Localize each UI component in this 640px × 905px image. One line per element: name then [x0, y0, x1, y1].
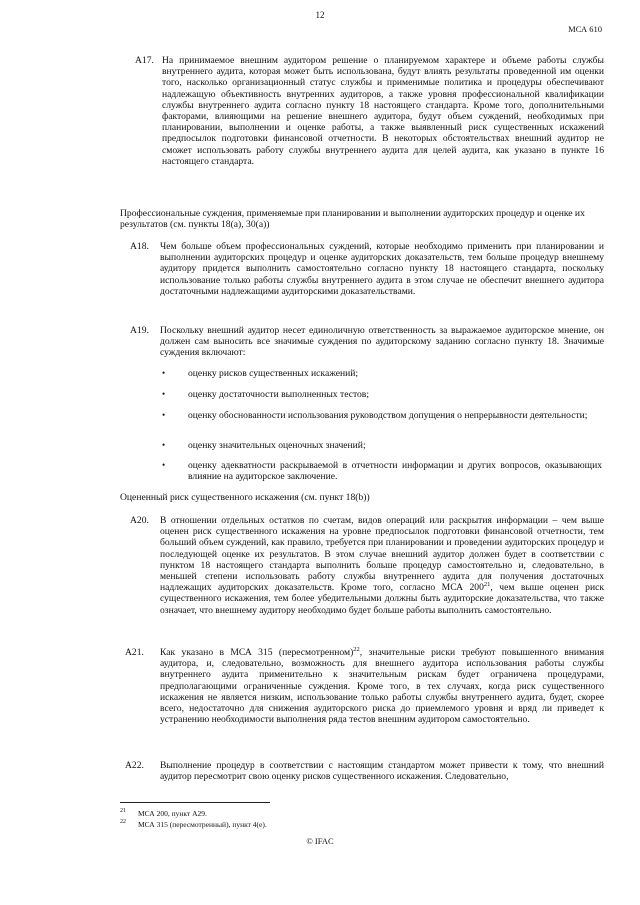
- footnote-number: 22: [120, 819, 126, 825]
- footnote-text: МСА 315 (пересмотренный), пункт 4(e).: [138, 820, 267, 829]
- bullet-icon: •: [162, 389, 166, 399]
- list-item: оценку значительных оценочных значений;: [188, 440, 366, 451]
- copyright-footer: © IFAC: [306, 836, 334, 846]
- list-item: оценку рисков существенных искажений;: [188, 368, 359, 379]
- section-heading-judgments: Профессиональные суждения, применяемые при планировании и выполнении аудиторских процедур и оценке их результатов (см. пункты 18(a), 30(a)): [120, 208, 585, 231]
- list-item: оценку адекватности раскрываемой в отчетности информации и других вопросов, оказывающих влияние на аудиторское заключение.: [188, 460, 602, 483]
- paragraph-label-a17: A17.: [135, 55, 154, 66]
- paragraph-a19: Поскольку внешний аудитор несет единоличную ответственность за выражаемое аудиторское мнение, он должен сам выносить все значимые суждения по аудиторскому заданию согласно пункту 18. Значимые суждения включают:: [160, 325, 604, 359]
- paragraph-a17: На принимаемое внешним аудитором решение о планируемом характере и объеме работы службы внутреннего аудита, которая может быть использована, будут влиять результаты проведенной им оценки того, насколько организационный статус службы и применимые политика и процедуры обеспечивают надлежащую объективность внутренних аудиторов, а также уровня профессиональной квалификации службы внутреннего аудита согласно пункту 18 настоящего стандарта. Кроме того, дополнительными факторами, влияющими на решение внешнего аудитора, будут объем суждений, необходимых при планировании, выполнении и оценке работы, а также выявленный риск существенных искажений предпосылок подготовки финансовой отчетности. В некоторых обстоятельствах внешний аудитор не сможет использовать работу службы внутреннего аудита для целей аудита, как указано в пункте 16 настоящего стандарта.: [162, 55, 604, 167]
- paragraph-label-a20: A20.: [130, 515, 149, 526]
- paragraph-a18: Чем больше объем профессиональных суждений, которые необходимо применить при планировании и выполнении аудиторских процедур и оценке аудиторских доказательств, тем больше процедур внешнему аудитору придется выполнить самостоятельно согласно пункту 18 настоящего стандарта, поскольку использование только работы службы внутреннего аудита в этом случае не обеспечит внешнего аудитора достаточными надлежащими аудиторскими доказательствами.: [160, 241, 604, 297]
- bullet-icon: •: [162, 368, 166, 378]
- footnote-divider: [120, 802, 270, 803]
- paragraph-a21: Как указано в МСА 315 (пересмотренном)$^{22}$, значительные риски требуют повышенного внимания аудитора, и, следовательно, возможность для внешнего аудитора использования работы службы внутреннего аудита применительно к значительным рискам будет ограничена процедурами, предполагающими ограниченные суждения. Кроме того, в тех случаях, когда риск существенного искажения не является низким, использование только работы службы внутреннего аудита, будет, скорее всего, недостаточно для снижения аудиторского риска до приемлемого уровня и вряд ли приведет к устранению необходимости выполнения ряда тестов внешним аудитором самостоятельно.: [160, 645, 604, 726]
- footnote-text: МСА 200, пункт A29.: [138, 809, 207, 818]
- bullet-icon: •: [162, 440, 166, 450]
- section-heading-risk: Оцененный риск существенного искажения (см. пункт 18(b)): [120, 492, 370, 503]
- bullet-icon: •: [162, 410, 166, 420]
- paragraph-a20: В отношении отдельных остатков по счетам, видов операций или раскрытия информации – чем выше оценен риск существенного искажения на уровне предпосылок подготовки финансовой отчетности, тем больший объем суждений, как правило, требуется при планировании и проведении аудиторских процедур и последующей оценке их результатов. В этом случае внешний аудитор должен будет в соответствии с пунктом 18 настоящего стандарта выполнить больше процедур самостоятельно и, следовательно, в меньшей степени использовать работу службы внутреннего аудита для получения достаточных надлежащих аудиторских доказательств. Кроме того, согласно МСА $200^{21}$, чем выше оценен риск существенного искажения, тем более убедительными должны быть аудиторские доказательства, что также означает, что внешнему аудитору необходимо будет больше работы выполнить самостоятельно.: [160, 515, 604, 616]
- paragraph-label-a19: A19.: [130, 325, 149, 336]
- footnote-ref-21: 21: [483, 581, 491, 589]
- paragraph-label-a18: A18.: [130, 241, 149, 252]
- bullet-icon: •: [162, 460, 166, 470]
- page-number: 12: [315, 10, 325, 20]
- document-code: МСА 610: [568, 24, 602, 34]
- paragraph-label-a21: A21.: [125, 647, 144, 658]
- paragraph-a22: Выполнение процедур в соответствии с настоящим стандартом может привести к тому, что внешний аудитор пересмотрит свою оценку рисков существенного искажения. Следовательно,: [160, 760, 604, 783]
- footnote-number: 21: [120, 808, 126, 814]
- paragraph-label-a22: A22.: [125, 760, 144, 771]
- footnote-ref-22: 22: [353, 645, 360, 653]
- list-item: оценку обоснованности использования руководством допущения о непрерывности деятельности;: [188, 410, 588, 421]
- list-item: оценку достаточности выполненных тестов;: [188, 389, 370, 400]
